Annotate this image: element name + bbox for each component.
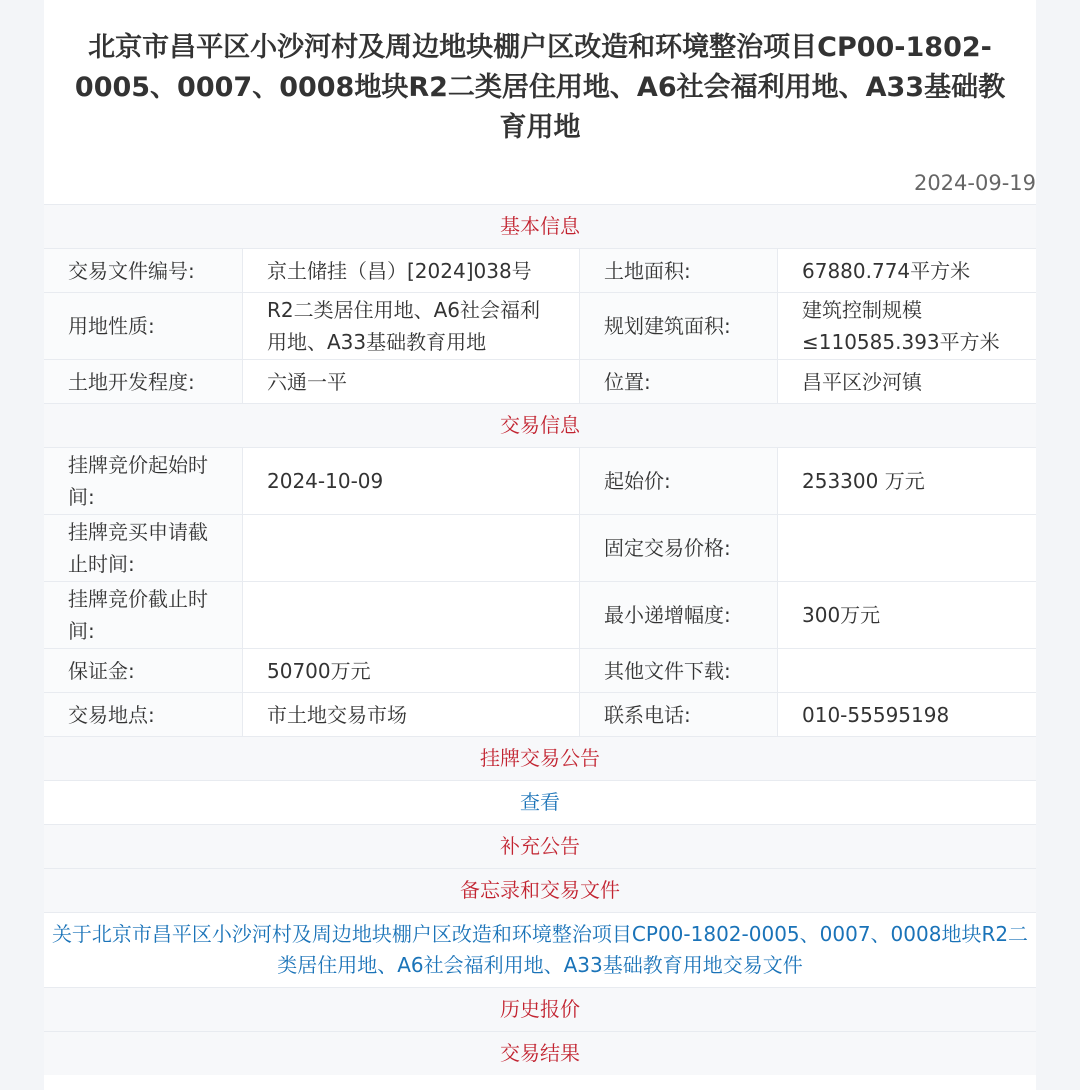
field-value[interactable] — [777, 649, 1036, 692]
field-value: 六通一平 — [242, 360, 579, 403]
field-label: 土地面积: — [579, 249, 777, 292]
field-value: 253300 万元 — [777, 448, 1036, 514]
section-trade-result: 交易结果 — [44, 1031, 1036, 1075]
table-row — [44, 359, 1036, 403]
field-label: 土地开发程度: — [44, 360, 242, 403]
field-label: 固定交易价格: — [579, 515, 777, 581]
table-row — [44, 248, 1036, 292]
section-trade-info: 交易信息 — [44, 403, 1036, 447]
field-value: 市土地交易市场 — [242, 693, 579, 736]
field-label: 交易地点: — [44, 693, 242, 736]
table-row — [44, 514, 1036, 581]
table-row — [44, 447, 1036, 514]
publish-date: 2024-09-19 — [913, 171, 1036, 195]
field-value: R2二类居住用地、A6社会福利用地、A33基础教育用地 — [242, 293, 579, 359]
field-label: 用地性质: — [44, 293, 242, 359]
field-value: 建筑控制规模≤110585.393平方米 — [777, 293, 1036, 359]
field-value: 京土储挂（昌）[2024]038号 — [242, 249, 579, 292]
field-value: 昌平区沙河镇 — [777, 360, 1036, 403]
section-history-quotes: 历史报价 — [44, 987, 1036, 1031]
field-value: 67880.774平方米 — [777, 249, 1036, 292]
section-listing-notice: 挂牌交易公告 — [44, 736, 1036, 780]
field-label: 起始价: — [579, 448, 777, 514]
table-row — [44, 692, 1036, 736]
field-label: 最小递增幅度: — [579, 582, 777, 648]
field-label: 交易文件编号: — [44, 249, 242, 292]
field-label: 挂牌竞价截止时间: — [44, 582, 242, 648]
field-label: 保证金: — [44, 649, 242, 692]
section-memo-and-files: 备忘录和交易文件 — [44, 868, 1036, 912]
field-value: 300万元 — [777, 582, 1036, 648]
field-label: 其他文件下载: — [579, 649, 777, 692]
trade-file-link[interactable]: 关于北京市昌平区小沙河村及周边地块棚户区改造和环境整治项目CP00-1802-0005、0007、0008地块R2二类居住用地、A6社会福利用地、A33基础教育用地交易文件 — [44, 912, 1036, 987]
field-value: 010-55595198 — [777, 693, 1036, 736]
table-row — [44, 292, 1036, 359]
field-label: 联系电话: — [579, 693, 777, 736]
field-label: 挂牌竞买申请截止时间: — [44, 515, 242, 581]
section-supplement-notice: 补充公告 — [44, 824, 1036, 868]
field-value — [242, 582, 579, 648]
field-value: 2024-10-09 — [242, 448, 579, 514]
field-value — [777, 515, 1036, 581]
field-value: 50700万元 — [242, 649, 579, 692]
field-label: 挂牌竞价起始时间: — [44, 448, 242, 514]
section-basic-info: 基本信息 — [44, 204, 1036, 248]
table-row — [44, 581, 1036, 648]
field-label: 规划建筑面积: — [579, 293, 777, 359]
field-label: 位置: — [579, 360, 777, 403]
field-value — [242, 515, 579, 581]
page-title: 北京市昌平区小沙河村及周边地块棚户区改造和环境整治项目CP00-1802-0005、0007、0008地块R2二类居住用地、A6社会福利用地、A33基础教育用地 — [74, 32, 1006, 143]
table-row — [44, 648, 1036, 692]
view-notice-link[interactable]: 查看 — [44, 780, 1036, 824]
detail-page — [44, 0, 1036, 1090]
